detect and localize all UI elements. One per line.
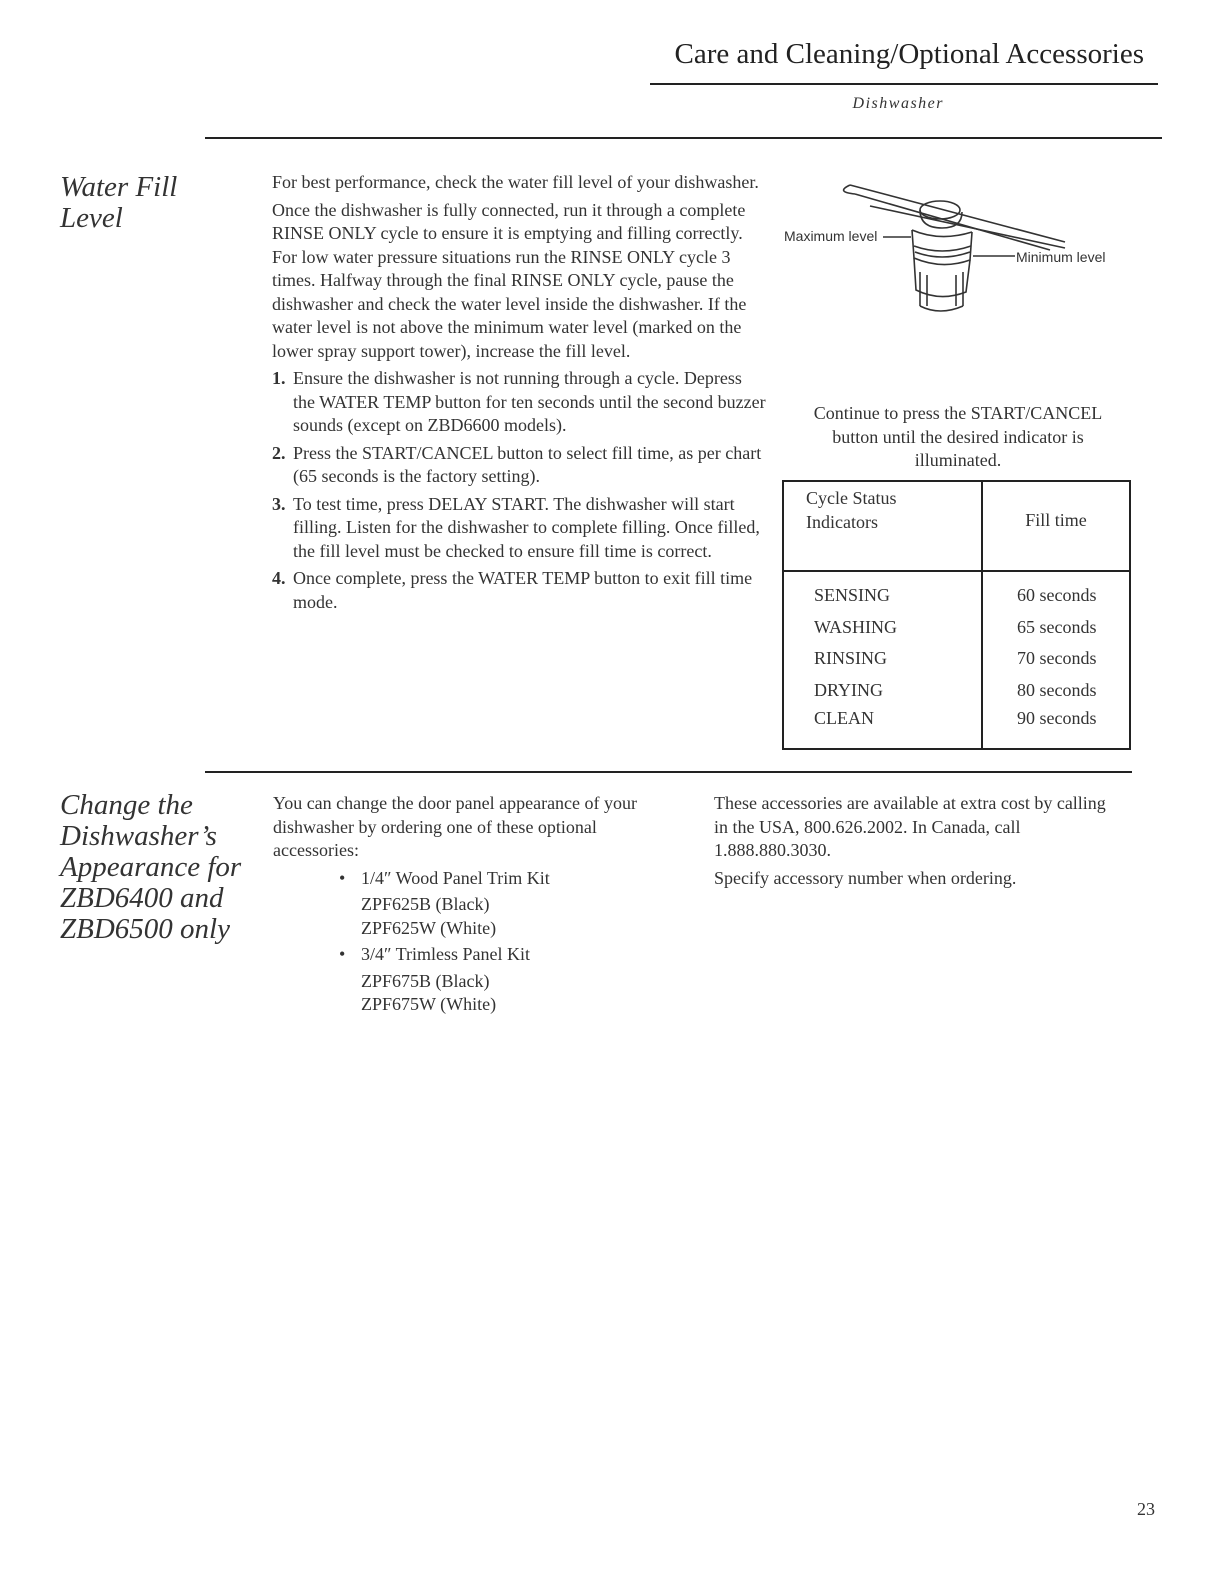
table-cell: RINSING — [783, 643, 982, 675]
step-number: 2. — [272, 442, 286, 463]
column-header-fill-time: Fill time — [982, 481, 1130, 571]
step-number: 3. — [272, 493, 286, 514]
table-row — [783, 706, 1130, 749]
accessory-kit — [339, 867, 673, 941]
appearance-heading-line: Dishwasher’s — [60, 820, 217, 852]
spray-tower-illustration — [780, 180, 1140, 340]
appearance-heading-line: Change the — [60, 789, 193, 821]
section-rule-appearance — [205, 771, 1132, 773]
table-row — [783, 675, 1130, 707]
accessory-kit-list — [339, 867, 673, 1017]
water-fill-body — [272, 171, 768, 618]
accessory-part-number: ZPF675W (White) — [361, 994, 497, 1014]
appearance-intro: You can change the door panel appearance of your dishwasher by ordering one of these optional accessories: — [273, 793, 638, 860]
section-rule-top — [205, 137, 1162, 139]
table-cell: 65 seconds — [982, 612, 1130, 644]
step-number: 4. — [272, 568, 286, 588]
table-cell: WASHING — [783, 612, 982, 644]
water-fill-heading-line: Water Fill — [60, 171, 178, 203]
availability-text: These accessories are available at extra cost by calling in the USA, 800.626.2002. In Canada, call 1.888.880.3030. — [714, 793, 1106, 860]
page-number: 23 — [1137, 1499, 1155, 1519]
appearance-heading-line: Appearance for — [60, 851, 242, 883]
table-cell: 60 seconds — [982, 571, 1130, 612]
minimum-level-label: Minimum level — [1016, 249, 1106, 265]
table-row — [783, 571, 1130, 612]
water-fill-paragraph: Once the dishwasher is fully connected, run it through a complete RINSE ONLY cycle to ensure it is emptying and filling correctly. For low water pressure situations run the RINSE ONLY cycle 3 times. Halfway through the final RINSE ONLY cycle, pause the dishwasher and check the water level inside the dishwasher. If the water level is not above the minimum water level (marked on the lower spray support tower), increase the fill level. — [272, 199, 747, 361]
ordering-info — [714, 792, 1124, 894]
accessory-part-number: ZPF625B (Black) — [361, 894, 490, 914]
accessory-part-number: ZPF675B (Black) — [361, 970, 490, 991]
step-item — [272, 442, 768, 489]
step-item — [272, 367, 768, 438]
step-text: Press the START/CANCEL button to select fill time, as per chart (65 seconds is the factory setting). — [293, 442, 762, 486]
accessory-kit-name: • 3/4″ Trimless Panel Kit — [361, 944, 531, 964]
table-header-row — [783, 481, 1130, 571]
maximum-level-label: Maximum level — [784, 228, 878, 244]
step-item — [272, 493, 768, 564]
accessory-part-number: ZPF625W (White) — [361, 917, 497, 938]
water-fill-heading — [60, 172, 230, 234]
appearance-heading-line: ZBD6500 only — [60, 913, 230, 945]
column-header-cycle-status — [783, 481, 982, 571]
page-header-title: Care and Cleaning/Optional Accessories — [674, 38, 1144, 70]
step-text: To test time, press DELAY START. The dishwasher will start filling. Listen for the dishwasher to complete filling. Once filled, the fill level must be checked to ensure fill time is correct. — [293, 493, 760, 561]
table-row — [783, 612, 1130, 644]
table-caption: Continue to press the START/CANCEL button until the desired indicator is illuminated. — [813, 403, 1103, 470]
table-cell: CLEAN — [783, 706, 982, 749]
appearance-heading — [60, 790, 265, 945]
specify-text: Specify accessory number when ordering. — [714, 867, 1017, 888]
step-text: Ensure the dishwasher is not running through a cycle. Depress the WATER TEMP button for ten seconds until the second buzzer sounds (except on ZBD6600 models). — [293, 368, 766, 435]
step-text: Once complete, press the WATER TEMP button to exit fill time mode. — [293, 568, 753, 612]
table-cell: 70 seconds — [982, 643, 1130, 675]
table-cell: 90 seconds — [982, 706, 1130, 749]
column-header-text: Cycle Status Indicators — [806, 488, 897, 532]
water-fill-heading-line: Level — [60, 202, 123, 234]
table-cell: DRYING — [783, 675, 982, 707]
step-item — [272, 567, 768, 614]
table-cell: SENSING — [783, 571, 982, 612]
accessory-kit — [339, 943, 673, 1017]
appearance-body — [273, 792, 673, 1017]
table-row — [783, 643, 1130, 675]
water-fill-steps — [272, 367, 768, 614]
fill-time-table — [782, 480, 1131, 750]
step-number: 1. — [272, 368, 286, 388]
accessory-kit-name: • 1/4″ Wood Panel Trim Kit — [361, 867, 550, 888]
header-rule — [650, 83, 1158, 85]
appearance-heading-line: ZBD6400 and — [60, 882, 224, 914]
water-fill-intro: For best performance, check the water fill level of your dishwasher. — [272, 172, 759, 192]
page-header-subtitle: Dishwasher — [852, 95, 944, 112]
table-cell: 80 seconds — [982, 675, 1130, 707]
